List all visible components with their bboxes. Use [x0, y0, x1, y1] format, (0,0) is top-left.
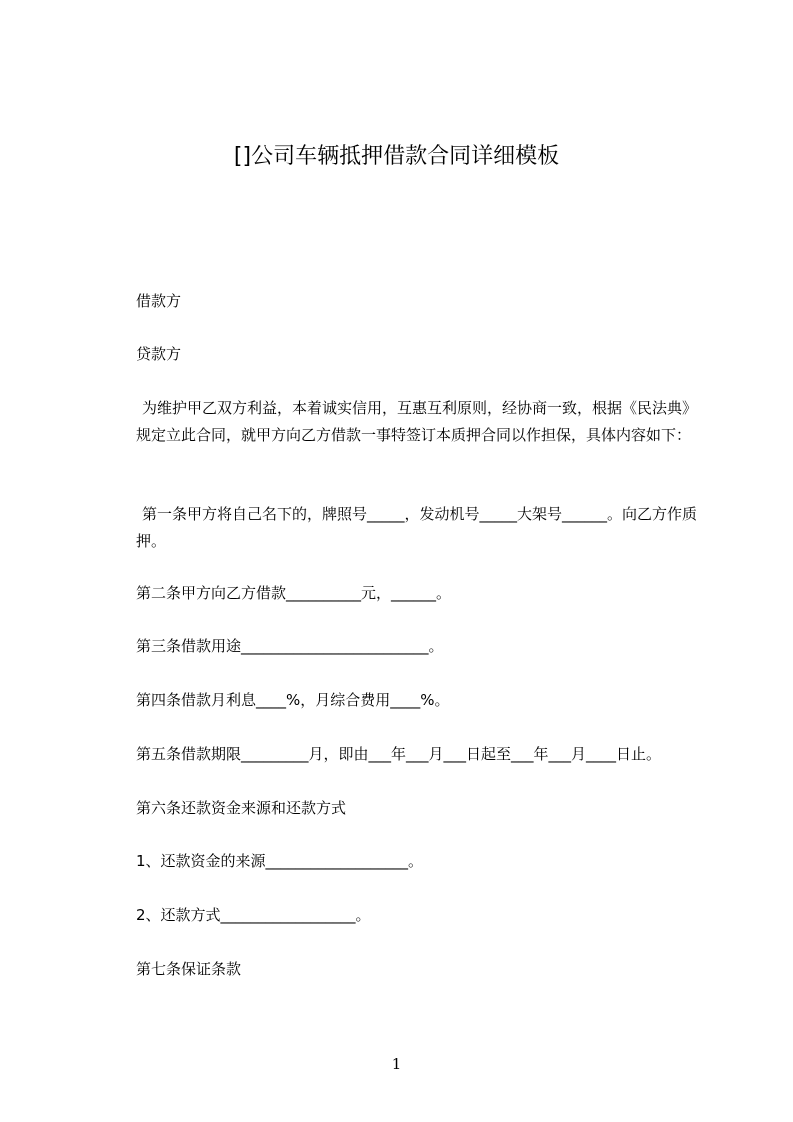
borrower-line: 借款方: [136, 292, 182, 310]
article-6-heading: 第六条还款资金来源和还款方式: [136, 799, 347, 817]
repayment-source-item: 1、还款资金的来源___________________。: [136, 852, 424, 870]
article-7-heading: 第七条保证条款: [136, 960, 242, 978]
article-1-paragraph: 第一条甲方将自己名下的，牌照号_____，发动机号_____大架号______。向乙方作质押。: [136, 505, 698, 550]
lender-line: 贷款方: [136, 345, 182, 363]
article-3-paragraph: 第三条借款用途_________________________。: [136, 637, 444, 655]
article-5-paragraph: 第五条借款期限_________月，即由___年___月___日起至___年___月____日止。: [136, 745, 662, 763]
article-2-paragraph: 第二条甲方向乙方借款__________元，______。: [136, 584, 452, 602]
document-title: []公司车辆抵押借款合同详细模板: [233, 144, 560, 169]
page-number: 1: [391, 1055, 402, 1073]
repayment-method-item: 2、还款方式__________________。: [136, 906, 371, 924]
article-4-paragraph: 第四条借款月利息____%，月综合费用____%。: [136, 691, 450, 709]
intro-paragraph: 为维护甲乙双方利益，本着诚实信用，互惠互利原则，经协商一致，根据《民法典》规定立此合同，就甲方向乙方借款一事特签订本质押合同以作担保，具体内容如下：: [136, 399, 698, 444]
